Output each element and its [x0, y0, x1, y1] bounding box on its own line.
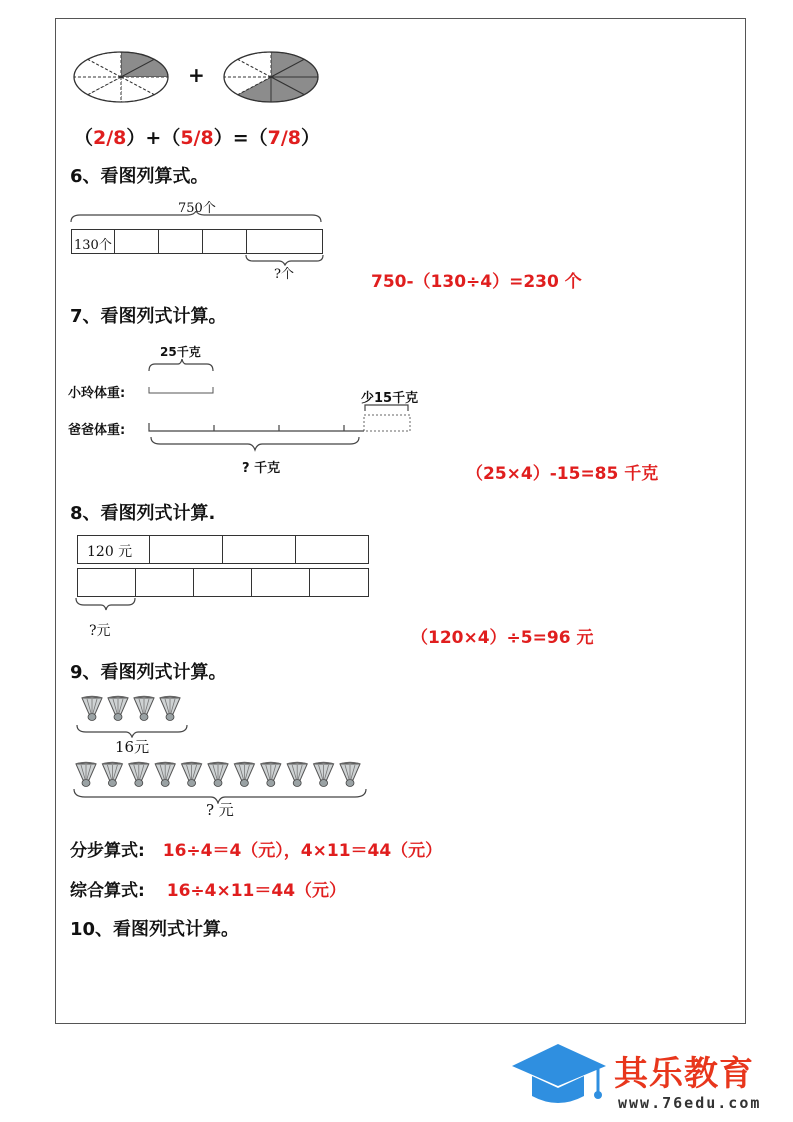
- q6-segment: [114, 229, 159, 254]
- q9-top-shuttlecocks: [80, 694, 190, 724]
- q9-bottom-shuttlecocks: [74, 760, 366, 790]
- shuttlecock-icon: [129, 763, 149, 787]
- shuttlecock-icon: [208, 763, 228, 787]
- q7-xiaoling-label: 小玲体重:: [68, 386, 126, 401]
- brand-url: www.76edu.com: [618, 1094, 762, 1112]
- q8-unknown-label: ?元: [89, 623, 111, 639]
- q7-title: 7、看图列式计算。: [70, 306, 227, 327]
- pie-five-eighths: [224, 52, 318, 102]
- shuttlecock-icon: [108, 697, 128, 721]
- q7-answer: （25×4）-15=85 千克: [466, 464, 659, 484]
- step-label: 分步算式:: [70, 841, 145, 861]
- q10-title: 10、看图列式计算。: [70, 919, 240, 940]
- combined-label: 综合算式:: [70, 881, 145, 901]
- q5-equation: [74, 123, 320, 150]
- combined-answer: 16÷4×11＝44（元）: [166, 881, 347, 901]
- q8-segment: [251, 568, 310, 597]
- q6-segment: [202, 229, 247, 254]
- shuttlecock-icon: [102, 763, 122, 787]
- pie-two-eighths: [74, 52, 168, 102]
- shuttlecock-icon: [182, 763, 202, 787]
- q6-remainder-segment: [246, 229, 323, 254]
- q8-bottom-bar: [77, 568, 369, 597]
- q8-segment: [77, 535, 150, 564]
- q8-segment: [295, 535, 369, 564]
- shuttlecock-icon: [261, 763, 281, 787]
- q8-part-label: 120 元: [87, 544, 133, 560]
- paren: ）: [301, 127, 321, 149]
- q6-total-label: 750个: [178, 201, 216, 216]
- shuttlecock-icon: [76, 763, 96, 787]
- q8-top-bar: [77, 535, 369, 564]
- answer-fraction-1: 2/8: [93, 127, 127, 149]
- answer-fraction-2: 5/8: [180, 127, 214, 149]
- shuttlecock-icon: [287, 763, 307, 787]
- q6-segment: [158, 229, 203, 254]
- q7-baba-bar: [146, 403, 416, 463]
- q6-title: 6、看图列算式。: [70, 166, 209, 187]
- q6-part-label: 130个: [74, 238, 112, 253]
- worksheet-page: [55, 18, 746, 1024]
- shuttlecock-icon: [134, 697, 154, 721]
- q6-bar: [71, 229, 324, 254]
- plus-sign: +: [188, 63, 205, 87]
- q9-step-line: [70, 836, 442, 861]
- q6-segment: [71, 229, 115, 254]
- q7-xiaoling-value: 25千克: [160, 345, 201, 359]
- q7-less-label: 少15千克: [361, 391, 419, 406]
- q6-answer: 750-（130÷4）=230 个: [371, 272, 582, 292]
- shuttlecock-icon: [234, 763, 254, 787]
- q8-segment: [309, 568, 369, 597]
- answer-fraction-3: 7/8: [267, 127, 302, 149]
- q9-title: 9、看图列式计算。: [70, 662, 227, 683]
- q9-unknown-label: ? 元: [206, 801, 234, 819]
- q6-top-brace: [70, 211, 330, 223]
- q8-segment: [135, 568, 194, 597]
- q7-unknown-label: ? 千克: [242, 461, 281, 476]
- q8-answer: （120×4）÷5=96 元: [411, 628, 594, 648]
- paren: ）+（: [126, 127, 181, 149]
- shuttlecock-icon: [155, 763, 175, 787]
- graduation-cap-icon: [508, 1040, 612, 1112]
- shuttlecock-icon: [160, 697, 180, 721]
- shuttlecock-icon: [340, 763, 360, 787]
- fraction-pies: [71, 49, 341, 109]
- q9-combined-line: [70, 876, 346, 901]
- q8-segment: [149, 535, 223, 564]
- shuttlecock-icon: [82, 697, 102, 721]
- brand-name: 其乐教育: [614, 1054, 754, 1094]
- q8-segment: [193, 568, 252, 597]
- q8-segment: [222, 535, 296, 564]
- q9-top-value: 16元: [115, 738, 150, 756]
- paren: （: [74, 127, 94, 149]
- q8-title: 8、看图列式计算.: [70, 503, 216, 524]
- q6-unknown-label: ?个: [274, 267, 294, 282]
- q7-xiaoling-bar: [148, 359, 218, 395]
- shuttlecock-icon: [314, 763, 334, 787]
- step-answer: 16÷4＝4（元），4×11＝44（元）: [162, 841, 443, 861]
- q8-segment: [77, 568, 136, 597]
- paren: ）=（: [213, 127, 268, 149]
- q8-brace: [75, 597, 139, 611]
- q7-baba-label: 爸爸体重:: [68, 423, 126, 438]
